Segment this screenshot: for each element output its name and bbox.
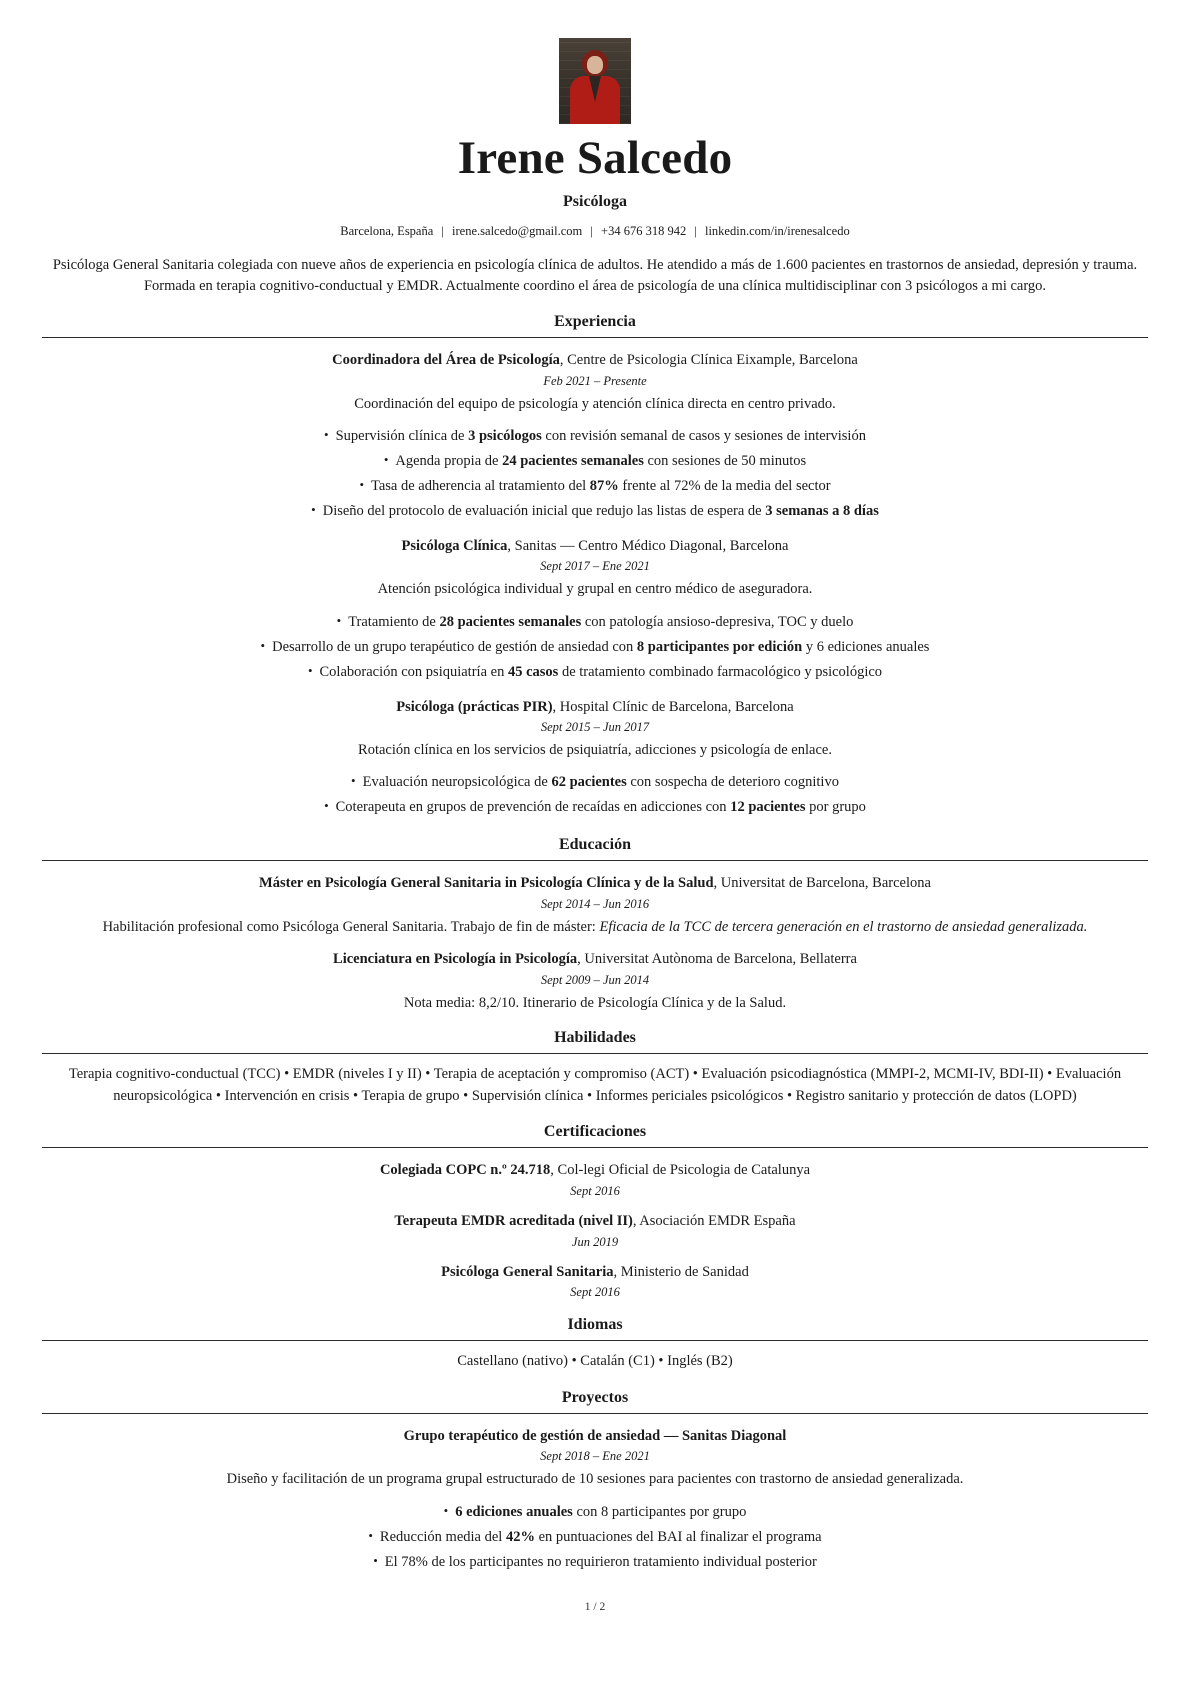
experience-entry-heading	[42, 537, 1148, 557]
section-languages	[42, 1316, 1148, 1373]
list-item	[42, 770, 1148, 795]
certification-org: , Col-legi Oficial de Psicologia de Catalunya	[550, 1162, 811, 1179]
section-title-education: Educación	[42, 836, 1148, 861]
education-entry-heading	[42, 874, 1148, 894]
experience-role: Psicóloga Clínica	[401, 537, 508, 554]
certification-date: Sept 2016	[570, 1184, 620, 1199]
experience-date: Feb 2021 – Presente	[543, 373, 647, 388]
project-entry-heading	[42, 1427, 1148, 1447]
list-item	[42, 424, 1148, 449]
experience-entry	[42, 698, 1148, 821]
education-entry	[42, 874, 1148, 937]
bullet-text-strong: 6 ediciones anuales	[455, 1503, 573, 1520]
list-item	[42, 499, 1148, 524]
education-description	[42, 917, 1148, 937]
bullet-text-post: con patología ansioso-depresiva, TOC y duelo	[581, 613, 854, 630]
project-date: Sept 2018 – Ene 2021	[540, 1449, 650, 1464]
contact-line	[42, 224, 1148, 239]
bullet-text-post: y 6 ediciones anuales	[802, 638, 930, 655]
experience-org: , Centre de Psicologia Clínica Eixample, Barcelona	[559, 352, 858, 369]
certification-date: Sept 2016	[570, 1285, 620, 1300]
experience-date: Sept 2017 – Ene 2021	[540, 559, 650, 574]
section-certifications	[42, 1123, 1148, 1300]
contact-separator: |	[441, 224, 444, 239]
section-title-experience: Experiencia	[42, 313, 1148, 338]
experience-role: Psicóloga (prácticas PIR)	[396, 698, 553, 715]
bullet-text-strong: 62 pacientes	[551, 774, 627, 791]
certification-entry	[42, 1161, 1148, 1199]
bullet-text-pre: Evaluación neuropsicológica de	[362, 774, 552, 791]
experience-entry-heading	[42, 698, 1148, 718]
section-title-languages: Idiomas	[42, 1316, 1148, 1341]
certification-entry-heading	[42, 1161, 1148, 1181]
bullet-text-strong: 28 pacientes semanales	[439, 613, 582, 630]
education-degree: Licenciatura en Psicología in Psicología	[333, 951, 578, 968]
bullet-text-strong: 3 psicólogos	[468, 428, 542, 445]
job-title: Psicóloga	[563, 193, 627, 211]
section-title-skills: Habilidades	[42, 1029, 1148, 1054]
page-indicator: 1 / 2	[584, 1600, 606, 1613]
section-skills	[42, 1029, 1148, 1108]
bullet-text-pre: Colaboración con psiquiatría en	[319, 663, 508, 680]
certification-org: , Ministerio de Sanidad	[613, 1263, 749, 1280]
summary-text: Psicóloga General Sanitaria colegiada con nueve años de experiencia en psicología clínica de adultos. He atendido a más de 1.600 pacientes en trastornos de ansiedad, depresión y trauma. Formada en terapia cognitivo-conductual y EMDR. Actualmente coordino el área de psicología de una clínica multidisciplinar con 3 psicólogos a mi cargo.	[52, 257, 1138, 295]
section-experience	[42, 313, 1148, 820]
education-description-plain: Habilitación profesional como Psicóloga General Sanitaria. Trabajo de fin de máster:	[102, 918, 600, 935]
bullet-text-post: por grupo	[805, 799, 866, 816]
avatar-wrapper	[42, 38, 1148, 124]
list-item	[42, 1500, 1148, 1525]
experience-description: Coordinación del equipo de psicología y atención clínica directa en centro privado.	[354, 395, 836, 412]
bullet-text-strong: 12 pacientes	[730, 799, 806, 816]
experience-bullets	[42, 770, 1148, 820]
certification-date: Jun 2019	[571, 1234, 619, 1249]
list-item	[42, 610, 1148, 635]
contact-email[interactable]: irene.salcedo@gmail.com	[452, 224, 583, 239]
bullet-text-pre: Diseño del protocolo de evaluación inicial que redujo las listas de espera de	[322, 503, 766, 519]
section-title-certifications: Certificaciones	[42, 1123, 1148, 1148]
page-title: Irene Salcedo	[457, 132, 733, 184]
section-education	[42, 836, 1148, 1013]
contact-separator: |	[694, 224, 697, 239]
list-item	[42, 660, 1148, 685]
experience-date: Sept 2015 – Jun 2017	[540, 720, 650, 735]
list-item	[42, 449, 1148, 474]
project-entry	[42, 1427, 1148, 1575]
bullet-text-strong: 24 pacientes semanales	[502, 453, 644, 470]
bullet-text-pre: Tasa de adherencia al tratamiento del	[371, 478, 590, 495]
list-item	[42, 474, 1148, 499]
experience-entry	[42, 537, 1148, 685]
list-item	[42, 1525, 1148, 1550]
avatar	[559, 38, 631, 124]
certification-entry-heading	[42, 1212, 1148, 1232]
experience-org: , Hospital Clínic de Barcelona, Barcelona	[552, 698, 794, 715]
bullet-text-pre: Desarrollo de un grupo terapéutico de gestión de ansiedad con	[272, 638, 637, 655]
bullet-text-strong: 3 semanas a 8 días	[765, 503, 879, 519]
project-name: Grupo terapéutico de gestión de ansiedad — Sanitas Diagonal	[403, 1427, 787, 1444]
experience-bullets	[42, 424, 1148, 524]
avatar-face	[587, 56, 603, 74]
list-item	[42, 635, 1148, 660]
education-date: Sept 2014 – Jun 2016	[540, 896, 650, 911]
experience-bullets	[42, 610, 1148, 685]
list-item	[42, 795, 1148, 820]
certification-org: , Asociación EMDR España	[632, 1213, 796, 1230]
experience-entry	[42, 351, 1148, 524]
education-description	[42, 993, 1148, 1013]
contact-phone[interactable]: +34 676 318 942	[601, 224, 687, 239]
bullet-text-post: con sesiones de 50 minutos	[643, 453, 807, 470]
bullet-text-pre: El 78% de los participantes no requirieron tratamiento individual posterior	[384, 1553, 817, 1570]
education-thesis-title: Eficacia de la TCC de tercera generación en el trastorno de ansiedad generalizada.	[599, 918, 1088, 935]
bullet-text-strong: 42%	[505, 1528, 535, 1545]
education-description-plain: Nota media: 8,2/10. Itinerario de Psicología Clínica y de la Salud.	[403, 994, 787, 1011]
bullet-text-strong: 87%	[589, 478, 619, 495]
experience-role: Coordinadora del Área de Psicología	[332, 352, 560, 369]
certification-entry	[42, 1263, 1148, 1301]
bullet-text-pre: Supervisión clínica de	[335, 428, 469, 445]
bullet-text-pre: Coterapeuta en grupos de prevención de recaídas en adicciones con	[335, 799, 731, 816]
bullet-text-strong: 8 participantes por edición	[636, 638, 803, 655]
certification-name: Colegiada COPC n.º 24.718	[379, 1162, 551, 1179]
bullet-text-pre: Agenda propia de	[395, 453, 503, 470]
experience-org: , Sanitas — Centro Médico Diagonal, Barcelona	[507, 537, 789, 554]
education-entry-heading	[42, 950, 1148, 970]
education-org: , Universitat de Barcelona, Barcelona	[713, 875, 931, 892]
certification-entry-heading	[42, 1263, 1148, 1283]
project-description: Diseño y facilitación de un programa grupal estructurado de 10 sesiones para pacientes con trastorno de ansiedad generalizada.	[226, 1471, 964, 1488]
section-projects	[42, 1389, 1148, 1575]
education-entry	[42, 950, 1148, 1013]
experience-description: Atención psicológica individual y grupal en centro médico de aseguradora.	[377, 581, 813, 598]
bullet-text-post: con revisión semanal de casos y sesiones de intervisión	[541, 428, 866, 445]
section-title-projects: Proyectos	[42, 1389, 1148, 1414]
certification-entry	[42, 1212, 1148, 1250]
skills-list: Terapia cognitivo-conductual (TCC) • EMDR (niveles I y II) • Terapia de aceptación y compromiso (ACT) • Evaluación psicodiagnóstica (MMPI-2, MCMI-IV, BDI-II) • Evaluación neuropsicológica • Intervención en crisis • Terapia de grupo • Supervisión clínica • Informes periciales psicológicos • Registro sanitario y protección de datos (LOPD)	[68, 1065, 1122, 1104]
education-degree: Máster en Psicología General Sanitaria in Psicología Clínica y de la Salud	[259, 875, 714, 892]
bullet-text-post: con sospecha de deterioro cognitivo	[626, 774, 839, 791]
experience-entry-heading	[42, 351, 1148, 371]
bullet-text-post: frente al 72% de la media del sector	[618, 478, 831, 495]
education-date: Sept 2009 – Jun 2014	[540, 972, 650, 987]
certification-name: Psicóloga General Sanitaria	[441, 1263, 614, 1280]
languages-list: Castellano (nativo) • Catalán (C1) • Inglés (B2)	[457, 1353, 733, 1370]
bullet-text-pre: Reducción media del	[379, 1528, 506, 1545]
certification-name: Terapeuta EMDR acreditada (nivel II)	[394, 1213, 633, 1230]
list-item	[42, 1550, 1148, 1575]
bullet-text-post: en puntuaciones del BAI al finalizar el programa	[534, 1528, 822, 1545]
bullet-text-pre: Tratamiento de	[348, 613, 440, 630]
contact-linkedin[interactable]: linkedin.com/in/irenesalcedo	[704, 224, 850, 239]
project-bullets	[42, 1500, 1148, 1575]
contact-separator: |	[590, 224, 593, 239]
education-org: , Universitat Autònoma de Barcelona, Bellaterra	[577, 951, 857, 968]
bullet-text-post: de tratamiento combinado farmacológico y psicológico	[558, 663, 883, 680]
experience-description: Rotación clínica en los servicios de psiquiatría, adicciones y psicología de enlace.	[358, 742, 832, 759]
contact-location: Barcelona, España	[340, 224, 434, 239]
bullet-text-post: con 8 participantes por grupo	[572, 1503, 747, 1520]
bullet-text-strong: 45 casos	[507, 663, 559, 680]
